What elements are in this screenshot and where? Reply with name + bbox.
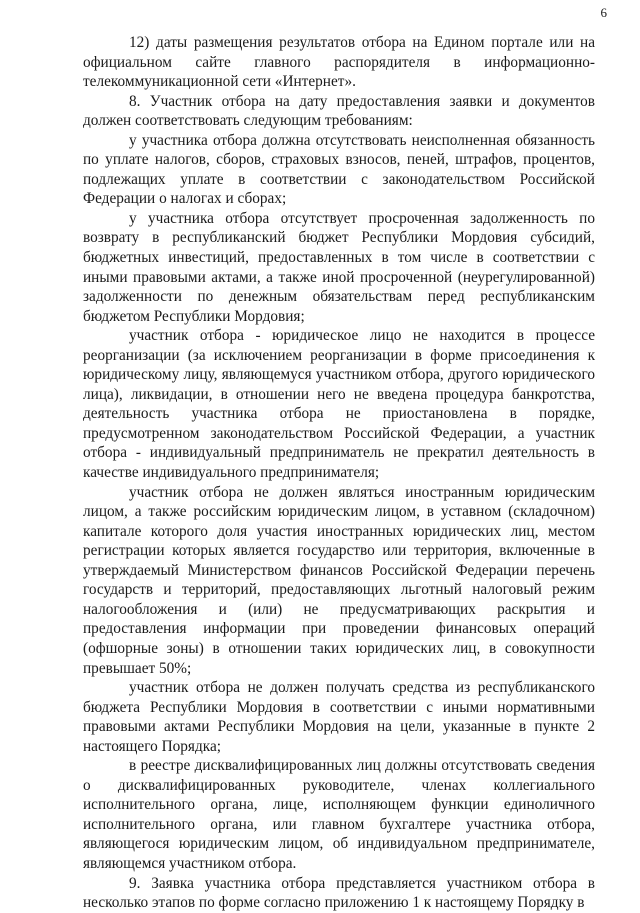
requirement-not-foreign-entity: участник отбора не должен являться иностранным юридическим лицом, а также российским юридическим лицом, в уставном (складочном) капитале которого доля участия иностранных юридических лиц, местом регистрации которых является государство или территория, включенные в утверждаемый Министерством финансов Российской Федерации перечень государств и территорий, предоставляющих льготный налоговый режим налогообложения и (или) не предусматривающих раскрытия и предоставления информации при проведении финансовых операций (офшорные зоны) в отношении таких юридических лиц, в совокупности превышает 50%; (83, 483, 595, 677)
requirement-no-reorganization: участник отбора - юридическое лицо не находится в процессе реорганизации (за исключением реорганизации в форме присоединения к юридическому лицу, являющемуся участником отбора, другого юридического лица), ликвидации, в отношении него не введена процедура банкротства, деятельность участника отбора не приостановлена в порядке, предусмотренном законодательством Российской Федерации, а участник отбора - индивидуальный предприниматель не прекратил деятельность в качестве индивидуального предпринимателя; (83, 327, 595, 482)
document-body (83, 33, 595, 913)
requirement-no-other-funds: участник отбора не должен получать средства из республиканского бюджета Республики Мордовия в соответствии с иными нормативными правовыми актами Республики Мордовия на цели, указанные в пункте 2 настоящего Порядка; (83, 679, 595, 755)
requirement-overdue-debt: у участника отбора отсутствует просроченная задолженность по возврату в республиканский бюджет Республики Мордовия субсидий, бюджетных инвестиций, предоставленных в том числе в соответствии с иными правовыми актами, а также иной просроченной (неурегулированной) задолженности по денежным обязательствам перед республиканским бюджетом Республики Мордовия; (83, 209, 595, 325)
paragraph-section-8-heading: 8. Участник отбора на дату предоставления заявки и документов должен соответствовать следующим требованиям: (83, 92, 595, 130)
paragraph-section-9: 9. Заявка участника отбора представляется участником отбора в несколько этапов по форме согласно приложению 1 к настоящему Порядку в (83, 874, 595, 912)
paragraph-item-12: 12) даты размещения результатов отбора на Едином портале или на официальном сайте главного распорядителя в информационно-телекоммуникационной сети «Интернет». (83, 34, 595, 91)
requirement-tax-obligations: у участника отбора должна отсутствовать неисполненная обязанность по уплате налогов, сборов, страховых взносов, пеней, штрафов, процентов, подлежащих уплате в соответствии с законодательством Российской Федерации о налогах и сборах; (83, 131, 595, 208)
page-number: 6 (600, 5, 607, 20)
requirement-disqualified-persons: в реестре дисквалифицированных лиц должны отсутствовать сведения о дисквалифицированных руководителе, членах коллегиального исполнительного органа, лице, исполняющем функции единоличного исполнительного органа, или главном бухгалтере участника отбора, являющегося юридическим лицом, об индивидуальном предпринимателе, являющемся участником отбора. (83, 757, 595, 872)
